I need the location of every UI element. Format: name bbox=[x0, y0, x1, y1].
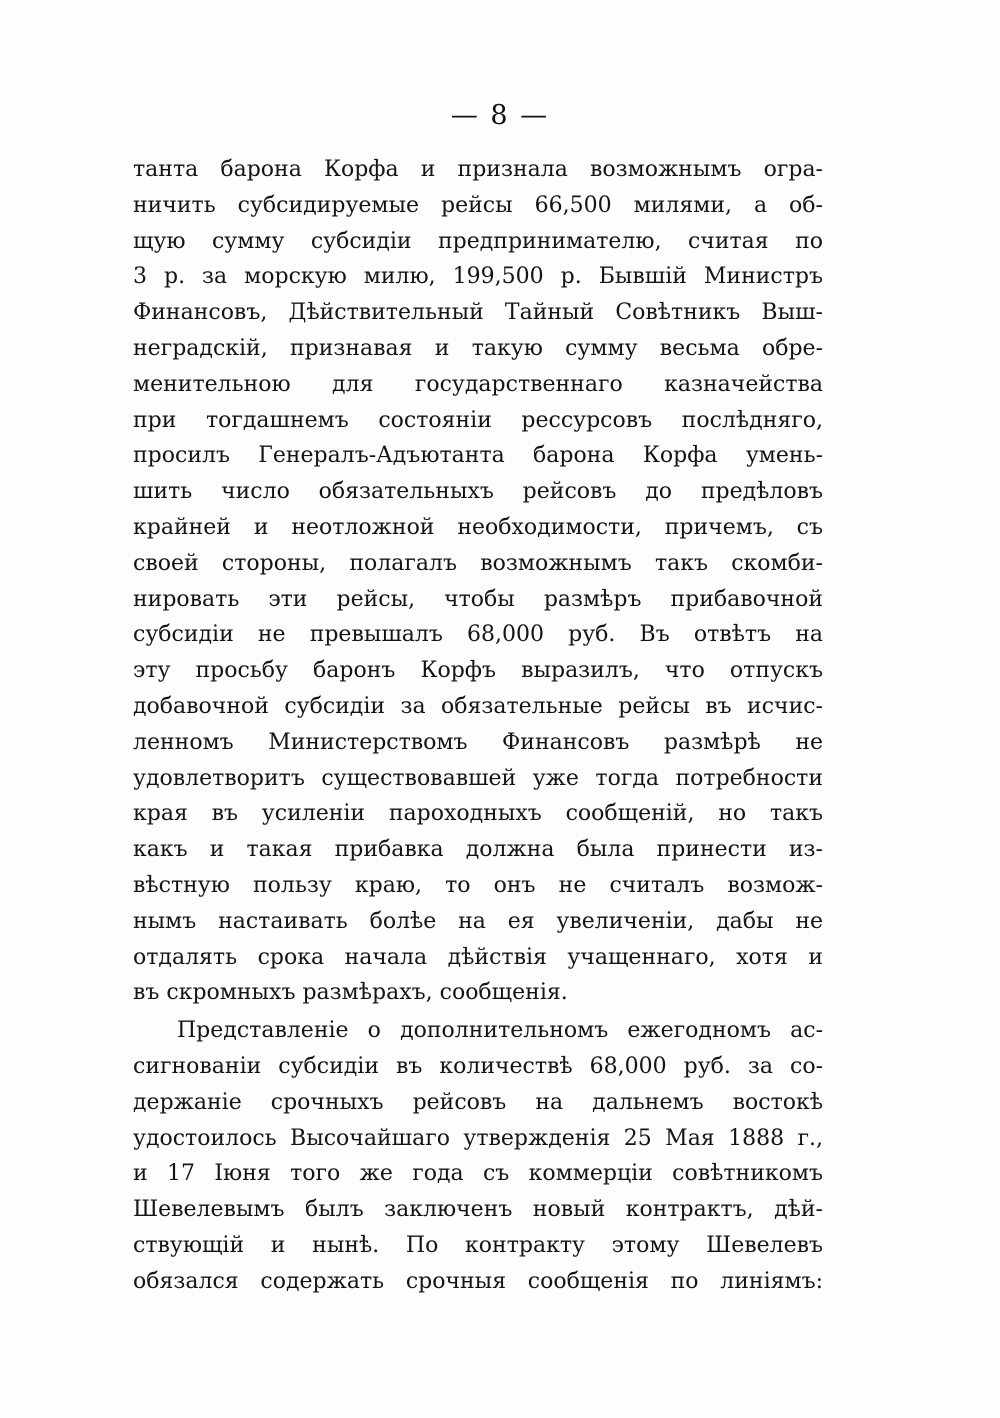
text-line: добавочной субсидіи за обязательные рейсы въ исчис- bbox=[133, 693, 823, 719]
text-line: Финансовъ, Дѣйствительный Тайный Совѣтникъ Выш- bbox=[133, 300, 823, 326]
paragraph-2 bbox=[133, 1013, 823, 1299]
text-line: какъ и такая прибавка должна была принести из- bbox=[133, 837, 823, 863]
text-line: танта барона Корфа и признала возможнымъ огра- bbox=[133, 157, 823, 182]
text-line: держаніе срочныхъ рейсовъ на дальнемъ востокѣ bbox=[133, 1089, 823, 1115]
text-line: ничить субсидируемые рейсы 66,500 милями, а об- bbox=[133, 192, 823, 218]
body-text bbox=[133, 152, 823, 1300]
text-line: ленномъ Министерствомъ Финансовъ размѣрѣ не bbox=[133, 729, 823, 755]
text-line: ствующій и нынѣ. По контракту этому Шевелевъ bbox=[133, 1232, 823, 1258]
text-line: Шевелевымъ былъ заключенъ новый контрактъ, дѣй- bbox=[133, 1197, 823, 1223]
text-line: обязался содержать срочныя сообщенія по линіямъ: bbox=[133, 1268, 823, 1294]
text-line: удовлетворитъ существовавшей уже тогда потребности bbox=[133, 765, 823, 791]
text-line: крайней и неотложной необходимости, причемъ, съ bbox=[133, 514, 823, 540]
text-line: и 17 Іюня того же года съ коммерціи совѣтникомъ bbox=[133, 1161, 823, 1187]
text-line: нымъ настаивать болѣе на ея увеличеніи, дабы не bbox=[133, 908, 823, 934]
text-line: при тогдашнемъ состояніи рессурсовъ послѣдняго, bbox=[133, 407, 823, 433]
text-line: края въ усиленіи пароходныхъ сообщеній, но такъ bbox=[133, 801, 823, 827]
text-line: удостоилось Высочайшаго утвержденія 25 Мая 1888 г., bbox=[133, 1125, 823, 1151]
text-line: просилъ Генералъ-Адъютанта барона Корфа умень- bbox=[133, 443, 823, 469]
text-line: сигнованіи субсидіи въ количествѣ 68,000 руб. за со- bbox=[133, 1053, 823, 1079]
text-line: отдалять срока начала дѣйствія учащеннаго, хотя и bbox=[133, 944, 823, 970]
text-line: шить число обязательныхъ рейсовъ до предѣловъ bbox=[133, 479, 823, 505]
text-line: вѣстную пользу краю, то онъ не считалъ возмож- bbox=[133, 872, 823, 898]
text-line: 3 р. за морскую милю, 199,500 р. Бывшій Министръ bbox=[133, 264, 823, 290]
text-line: эту просьбу баронъ Корфъ выразилъ, что отпускъ bbox=[133, 658, 823, 684]
page-number: — 8 — bbox=[450, 100, 550, 131]
text-line: въ скромныхъ размѣрахъ, сообщенія. bbox=[133, 980, 568, 1006]
paragraph-1 bbox=[133, 152, 823, 1011]
text-line: Представленіе о дополнительномъ ежегодномъ ас- bbox=[177, 1018, 823, 1044]
text-line: щую сумму субсидіи предпринимателю, считая по bbox=[133, 228, 823, 254]
text-line: менительною для государственнаго казначейства bbox=[133, 371, 823, 397]
text-line: нировать эти рейсы, чтобы размѣръ прибавочной bbox=[133, 586, 823, 612]
text-line: своей стороны, полагалъ возможнымъ такъ скомби- bbox=[133, 550, 823, 576]
text-line: субсидіи не превышалъ 68,000 руб. Въ отвѣтъ на bbox=[133, 622, 823, 648]
text-line: неградскій, признавая и такую сумму весьма обре- bbox=[133, 335, 823, 361]
